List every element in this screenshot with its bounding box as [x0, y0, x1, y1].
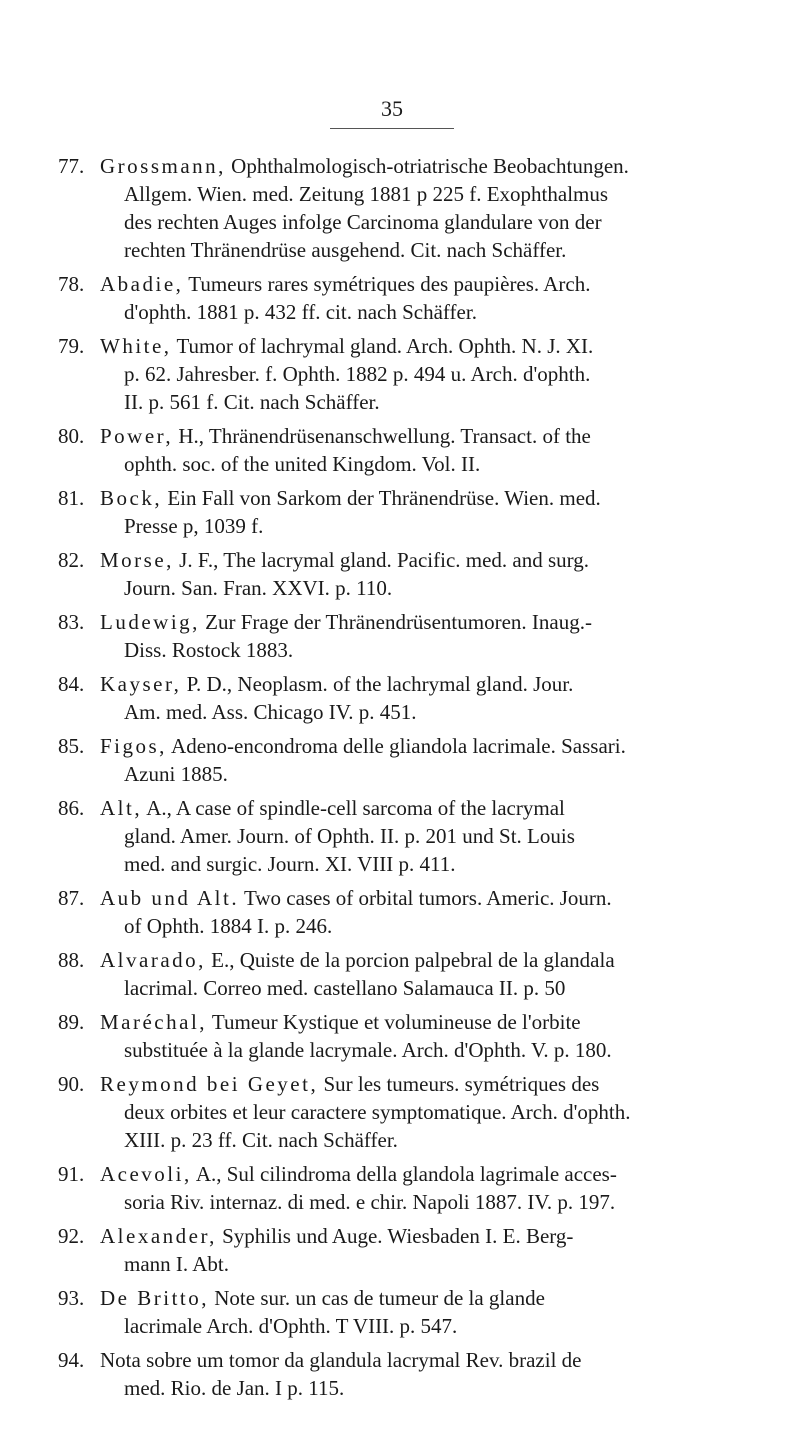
entry-line: E., Quiste de la porcion palpebral de la glandala [211, 948, 615, 972]
entry-number: 89. [58, 1010, 85, 1034]
entry-number: 93. [58, 1286, 85, 1310]
entry-line: Ein Fall von Sarkom der Thränendrüse. Wien. med. [167, 486, 601, 510]
entry-line: lacrimale Arch. d'Ophth. T VIII. p. 547. [124, 1314, 458, 1338]
entry-line: Two cases of orbital tumors. Americ. Journ. [243, 886, 612, 910]
entry-number: 88. [58, 948, 85, 972]
entry-line: Presse p, 1039 f. [124, 514, 264, 538]
entry-number: 87. [58, 886, 85, 910]
entry-first-line [100, 1070, 750, 1098]
entry-line: A., A case of spindle-cell sarcoma of the lacrymal [146, 796, 565, 820]
entry-line: rechten Thränendrüse ausgehend. Cit. nach Schäffer. [124, 238, 567, 262]
entry-line: gland. Amer. Journ. of Ophth. II. p. 201 und St. Louis [124, 824, 575, 848]
entry-line: Tumeur Kystique et volumineuse de l'orbite [211, 1010, 581, 1034]
entry-line: Note sur. un cas de tumeur de la glande [214, 1286, 545, 1310]
bibliography-entry [0, 152, 801, 264]
bibliography-entry [0, 794, 801, 878]
entry-line: Zur Frage der Thränendrüsentumoren. Inaug.- [205, 610, 592, 634]
entry-line: A., Sul cilindroma della glandola lagrimale acces- [195, 1162, 617, 1186]
bibliography-entry [0, 1284, 801, 1340]
entry-number: 94. [58, 1348, 85, 1372]
entry-line: Nota sobre um tomor da glandula lacrymal Rev. brazil de [100, 1348, 582, 1372]
entry-line: deux orbites et leur caractere symptomatique. Arch. d'ophth. [124, 1100, 631, 1124]
entry-first-line [100, 608, 750, 636]
header-rule [330, 128, 454, 129]
entry-number: 78. [58, 272, 85, 296]
entry-number: 79. [58, 334, 85, 358]
entry-first-line [100, 1222, 750, 1250]
entry-number: 85. [58, 734, 85, 758]
entry-first-line [100, 422, 750, 450]
entry-author: De Britto, [100, 1286, 209, 1310]
entry-number: 81. [58, 486, 85, 510]
bibliography-entry [0, 884, 801, 940]
entry-author: Acevoli, [100, 1162, 192, 1186]
bibliography-entry [0, 1160, 801, 1216]
entry-author: Aub und Alt. [100, 886, 240, 910]
entry-author: Alvarado, [100, 948, 206, 972]
bibliography-entry [0, 546, 801, 602]
entry-line: Allgem. Wien. med. Zeitung 1881 p 225 f. Exophthalmus [124, 182, 609, 206]
bibliography-entry [0, 1008, 801, 1064]
entry-author: Kayser, [100, 672, 182, 696]
entry-author: Figos, [100, 734, 167, 758]
bibliography-entry [0, 1222, 801, 1278]
entry-author: Morse, [100, 548, 174, 572]
entry-line: Adeno-encondroma delle gliandola lacrimale. Sassari. [171, 734, 626, 758]
entry-line: P. D., Neoplasm. of the lachrymal gland. Jour. [186, 672, 574, 696]
entry-first-line [100, 884, 750, 912]
entry-line: ophth. soc. of the united Kingdom. Vol. II. [124, 452, 481, 476]
entry-line: med. and surgic. Journ. XI. VIII p. 411. [124, 852, 456, 876]
entry-first-line [100, 152, 750, 180]
entry-number: 83. [58, 610, 85, 634]
page-number: 35 [381, 96, 403, 121]
entry-number: 82. [58, 548, 85, 572]
entry-first-line [100, 732, 750, 760]
entry-line: d'ophth. 1881 p. 432 ff. cit. nach Schäffer. [124, 300, 477, 324]
entry-first-line [100, 484, 750, 512]
entry-author: White, [100, 334, 172, 358]
entry-author: Power, [100, 424, 174, 448]
bibliography-list [0, 152, 801, 1408]
entry-line: Am. med. Ass. Chicago IV. p. 451. [124, 700, 417, 724]
entry-line: of Ophth. 1884 I. p. 246. [124, 914, 333, 938]
bibliography-entry [0, 484, 801, 540]
entry-line: J. F., The lacrymal gland. Pacific. med. and surg. [179, 548, 590, 572]
entry-author: Grossmann, [100, 154, 226, 178]
entry-author: Abadie, [100, 272, 184, 296]
entry-line: Diss. Rostock 1883. [124, 638, 294, 662]
bibliography-entry [0, 608, 801, 664]
bibliography-entry [0, 732, 801, 788]
entry-line: Syphilis und Auge. Wiesbaden I. E. Berg- [222, 1224, 574, 1248]
entry-number: 86. [58, 796, 85, 820]
entry-first-line [100, 1284, 750, 1312]
entry-line: Ophthalmologisch-otriatrische Beobachtungen. [231, 154, 629, 178]
entry-number: 77. [58, 154, 85, 178]
bibliography-entry [0, 946, 801, 1002]
entry-line: lacrimal. Correo med. castellano Salamauca II. p. 50 [124, 976, 566, 1000]
bibliography-entry [0, 1346, 801, 1402]
entry-first-line [100, 332, 750, 360]
entry-author: Alt, [100, 796, 143, 820]
bibliography-entry [0, 332, 801, 416]
entry-line: soria Riv. internaz. di med. e chir. Napoli 1887. IV. p. 197. [124, 1190, 616, 1214]
entry-line: Tumeurs rares symétriques des paupières. Arch. [188, 272, 591, 296]
entry-first-line [100, 1160, 750, 1188]
entry-number: 84. [58, 672, 85, 696]
entry-number: 92. [58, 1224, 85, 1248]
bibliography-entry [0, 422, 801, 478]
entry-line: XIII. p. 23 ff. Cit. nach Schäffer. [124, 1128, 398, 1152]
entry-line: med. Rio. de Jan. I p. 115. [124, 1376, 345, 1400]
entry-first-line [100, 270, 750, 298]
entry-author: Bock, [100, 486, 163, 510]
entry-author: Alexander, [100, 1224, 217, 1248]
entry-author: Maréchal, [100, 1010, 208, 1034]
bibliography-entry [0, 670, 801, 726]
entry-first-line [100, 946, 750, 974]
entry-line: Journ. San. Fran. XXVI. p. 110. [124, 576, 393, 600]
entry-first-line [100, 794, 750, 822]
entry-first-line [100, 1346, 750, 1374]
entry-number: 80. [58, 424, 85, 448]
entry-line: p. 62. Jahresber. f. Ophth. 1882 p. 494 u. Arch. d'ophth. [124, 362, 591, 386]
entry-line: des rechten Auges infolge Carcinoma glandulare von der [124, 210, 602, 234]
bibliography-entry [0, 270, 801, 326]
entry-line: H., Thränendrüsenanschwellung. Transact. of the [178, 424, 591, 448]
entry-line: Tumor of lachrymal gland. Arch. Ophth. N. J. XI. [176, 334, 594, 358]
bibliography-entry [0, 1070, 801, 1154]
entry-line: mann I. Abt. [124, 1252, 229, 1276]
entry-first-line [100, 670, 750, 698]
entry-first-line [100, 1008, 750, 1036]
entry-author: Ludewig, [100, 610, 200, 634]
entry-line: II. p. 561 f. Cit. nach Schäffer. [124, 390, 380, 414]
entry-line: substituée à la glande lacrymale. Arch. d'Ophth. V. p. 180. [124, 1038, 612, 1062]
entry-line: Sur les tumeurs. symétriques des [323, 1072, 600, 1096]
entry-author: Reymond bei Geyet, [100, 1072, 319, 1096]
entry-number: 90. [58, 1072, 85, 1096]
entry-first-line [100, 546, 750, 574]
entry-number: 91. [58, 1162, 85, 1186]
entry-line: Azuni 1885. [124, 762, 228, 786]
